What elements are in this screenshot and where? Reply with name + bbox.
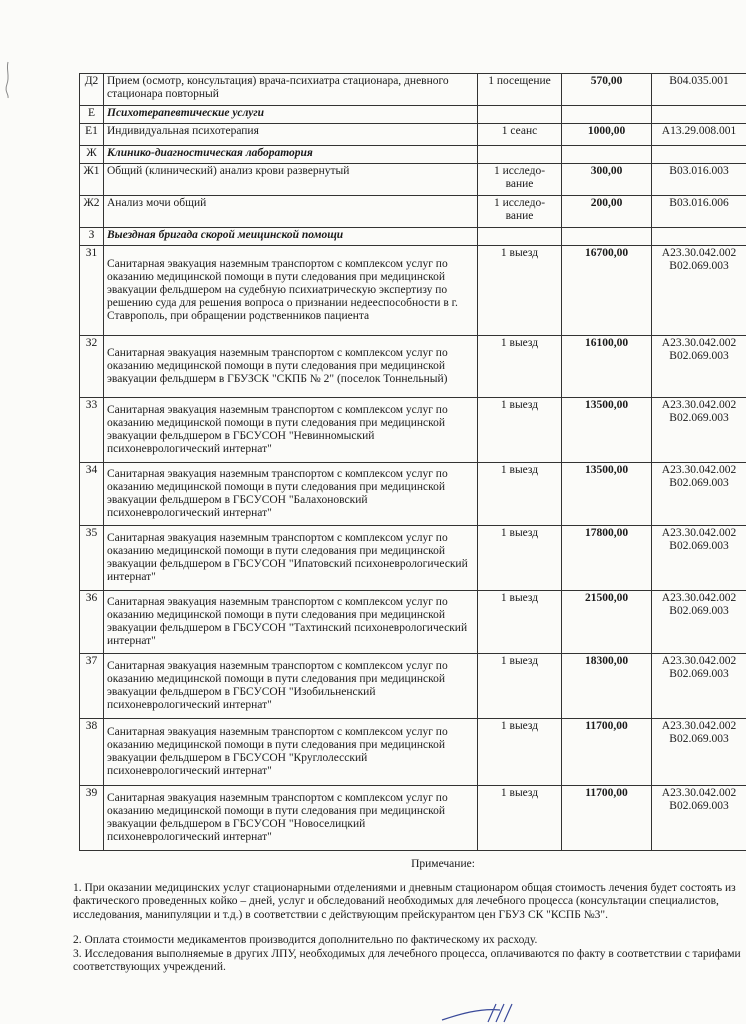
service-name	[104, 591, 478, 654]
service-unit	[478, 228, 562, 246]
service-code	[652, 196, 746, 228]
service-unit	[478, 463, 562, 526]
row-code-text: З7	[85, 655, 98, 667]
table-row	[80, 654, 746, 719]
service-unit-text: 1 сеанс	[501, 125, 538, 137]
row-code	[80, 164, 104, 196]
service-code	[652, 398, 746, 463]
notes-section	[73, 858, 743, 975]
service-code	[652, 463, 746, 526]
service-price	[562, 719, 652, 786]
service-code-text: А23.30.042.002 В02.069.003	[661, 655, 737, 680]
service-name-text: Анализ мочи общий	[107, 197, 207, 209]
service-unit-text: 1 посещение	[488, 75, 551, 87]
section-row	[80, 146, 746, 164]
service-price-text: 16700,00	[584, 247, 629, 259]
service-price	[562, 463, 652, 526]
service-price	[562, 228, 652, 246]
signature-icon	[440, 1000, 530, 1024]
service-name-text: Санитарная эвакуация наземным транспортом с комплексом услуг по оказанию медицинской помощи в пути следования при медицинской эвакуации фельдшером в ГБСУСОН "Новоселицкий психоневрологический интернат"	[107, 792, 448, 843]
row-code	[80, 526, 104, 591]
row-code	[80, 74, 104, 106]
service-code	[652, 786, 746, 851]
table-row	[80, 526, 746, 591]
service-code-text: А23.30.042.002 В02.069.003	[661, 399, 737, 424]
row-code	[80, 146, 104, 164]
service-price	[562, 526, 652, 591]
service-name	[104, 398, 478, 463]
service-unit	[478, 106, 562, 124]
service-name	[104, 164, 478, 196]
service-name-text: Психотерапевтические услуги	[107, 107, 265, 119]
service-name-text: Санитарная эвакуация наземным транспортом с комплексом услуг по оказанию медицинской помощи в пути следования при медицинской эвакуации фельдшером в ГБСУСОН "Балахоновский психоневрологический интернат"	[107, 468, 448, 519]
table-row	[80, 164, 746, 196]
service-unit-text: 1 выезд	[500, 337, 539, 349]
row-code	[80, 336, 104, 398]
service-code	[652, 106, 746, 124]
row-code	[80, 196, 104, 228]
service-name	[104, 106, 478, 124]
service-price	[562, 246, 652, 336]
service-code	[652, 719, 746, 786]
table-row	[80, 398, 746, 463]
table-row	[80, 74, 746, 106]
service-price-text: 570,00	[590, 75, 623, 87]
service-code-text: А23.30.042.002 В02.069.003	[661, 592, 737, 617]
service-unit	[478, 196, 562, 228]
table-row	[80, 246, 746, 336]
service-code-text: А23.30.042.002 В02.069.003	[661, 787, 737, 812]
service-name-text: Общий (клинический) анализ крови развернутый	[107, 165, 350, 177]
row-code	[80, 654, 104, 719]
row-code	[80, 246, 104, 336]
service-name-text: Санитарная эвакуация наземным транспортом с комплексом услуг по оказанию медицинской помощи в пути следования при медицинской эвакуации фельдшером в ГБСУСОН "Невинномыский психоневрологический интернат"	[107, 404, 448, 455]
service-price	[562, 336, 652, 398]
service-code-text: А23.30.042.002 В02.069.003	[661, 720, 737, 745]
service-name-text: Санитарная эвакуация наземным транспортом с комплексом услуг по оказанию медицинской помощи в пути следования при медицинской эвакуации фельдшером в ГБСУСОН "Тахтинский психоневрологический интернат"	[107, 596, 468, 647]
note-item: 3. Исследования выполняемые в других ЛПУ, необходимых для лечебного процесса, оплачиваются по факту в соответствии с тарифами соответствующих учреждений.	[73, 947, 741, 973]
service-code	[652, 124, 746, 146]
row-code-text: Ж	[86, 147, 97, 159]
service-name-text: Санитарная эвакуация наземным транспортом с комплексом услуг по оказанию медицинской помощи в пути следования при медицинской эвакуации фельдшером на судебную психиатрическую экспертизу по решению суда для решения вопроса о признании недееспособности в г. Ставрополь, при обращении родственников пациента	[107, 258, 458, 322]
service-name-text: Прием (осмотр, консультация) врача-психиатра стационара, дневного стационара повторный	[107, 75, 449, 100]
service-code	[652, 164, 746, 196]
service-price-text: 11700,00	[585, 720, 628, 732]
row-code	[80, 463, 104, 526]
margin-mark-icon	[2, 60, 14, 100]
service-code	[652, 591, 746, 654]
price-list-body	[80, 74, 746, 851]
service-price	[562, 591, 652, 654]
service-code	[652, 526, 746, 591]
row-code-text: З1	[85, 247, 98, 259]
service-price-text: 18300,00	[584, 655, 629, 667]
row-code-text: З5	[85, 527, 98, 539]
service-price-text: 21500,00	[584, 592, 629, 604]
note-item: 2. Оплата стоимости медикаментов производится дополнительно по фактическому их расходу.	[73, 934, 538, 946]
service-name-text: Индивидуальная психотерапия	[107, 125, 259, 137]
row-code-text: Ж2	[83, 197, 100, 209]
row-code-text: З	[88, 229, 95, 241]
row-code	[80, 786, 104, 851]
table-row	[80, 196, 746, 228]
service-code-text: В04.035.001	[669, 75, 729, 87]
service-name	[104, 246, 478, 336]
row-code-text: З6	[85, 592, 98, 604]
service-unit-text: 1 выезд	[500, 527, 539, 539]
service-name-text: Санитарная эвакуация наземным транспортом с комплексом услуг по оказанию медицинской помощи в пути следования при медицинской эвакуации фельдшером в ГБСУСОН "Изобильненский психоневрологический интернат"	[107, 660, 448, 711]
row-code-text: Д2	[84, 75, 99, 87]
service-name-text: Санитарная эвакуация наземным транспортом с комплексом услуг по оказанию медицинской помощи в пути следования при медицинской эвакуации фельдшером в ГБСУСОН "Круглолесский психоневрологический интернат"	[107, 726, 448, 777]
service-unit	[478, 246, 562, 336]
notes-title: Примечание:	[411, 858, 475, 870]
service-code-text: В03.016.003	[669, 165, 729, 177]
service-name	[104, 196, 478, 228]
service-price-text: 13500,00	[584, 464, 629, 476]
service-name	[104, 526, 478, 591]
table-row	[80, 463, 746, 526]
service-price-text: 13500,00	[584, 399, 629, 411]
service-unit-text: 1 исследо- вание	[493, 165, 546, 190]
service-price	[562, 164, 652, 196]
service-unit-text: 1 выезд	[500, 399, 539, 411]
service-price	[562, 398, 652, 463]
table-row	[80, 719, 746, 786]
service-unit	[478, 398, 562, 463]
service-unit	[478, 591, 562, 654]
service-price	[562, 786, 652, 851]
row-code-text: З9	[85, 787, 98, 799]
service-code-text: А23.30.042.002 В02.069.003	[661, 464, 737, 489]
service-code-text: В03.016.006	[669, 197, 729, 209]
service-name	[104, 463, 478, 526]
service-code	[652, 146, 746, 164]
service-name	[104, 74, 478, 106]
service-unit-text: 1 выезд	[500, 247, 539, 259]
service-unit	[478, 146, 562, 164]
service-price-text: 11700,00	[585, 787, 628, 799]
service-price-text: 17800,00	[584, 527, 629, 539]
service-code-text: А23.30.042.002 В02.069.003	[661, 337, 737, 362]
section-row	[80, 228, 746, 246]
row-code-text: Ж1	[83, 165, 100, 177]
service-unit-text: 1 выезд	[500, 592, 539, 604]
service-code	[652, 336, 746, 398]
service-name	[104, 336, 478, 398]
row-code-text: Е	[87, 107, 96, 119]
service-price-text: 16100,00	[584, 337, 629, 349]
service-name	[104, 786, 478, 851]
row-code	[80, 106, 104, 124]
service-price	[562, 124, 652, 146]
service-name	[104, 654, 478, 719]
row-code-text: З8	[85, 720, 98, 732]
table-row	[80, 336, 746, 398]
row-code-text: Е1	[85, 125, 98, 137]
service-unit	[478, 124, 562, 146]
service-code-text: А23.30.042.002 В02.069.003	[661, 247, 737, 272]
service-unit-text: 1 выезд	[500, 464, 539, 476]
service-price-text: 200,00	[590, 197, 623, 209]
service-code-text: А23.30.042.002 В02.069.003	[661, 527, 737, 552]
service-price-text: 300,00	[590, 165, 623, 177]
service-price	[562, 146, 652, 164]
service-unit-text: 1 выезд	[500, 787, 539, 799]
row-code-text: З2	[85, 337, 98, 349]
service-price-text: 1000,00	[587, 125, 626, 137]
service-price	[562, 74, 652, 106]
service-name	[104, 146, 478, 164]
service-code	[652, 228, 746, 246]
service-name	[104, 228, 478, 246]
service-name-text: Санитарная эвакуация наземным транспортом с комплексом услуг по оказанию медицинской помощи в пути следования при медицинской эвакуации фельдшерм в ГБУЗСК "СКПБ № 2" (поселок Тоннельный)	[107, 347, 448, 385]
service-unit	[478, 719, 562, 786]
row-code	[80, 124, 104, 146]
note-item: 1. При оказании медицинских услуг стационарными отделениями и дневным стационаром общая стоимость лечения будет состоять из фактического проведенных койко – дней, услуг и обследований необходимых для лечебного процесса (консультации специалистов, исследования, манипуляции и т.д.) в соответствии с действующим прейскурантом цен ГБУЗ СК "КСПБ №3".	[73, 881, 736, 921]
service-name-text: Санитарная эвакуация наземным транспортом с комплексом услуг по оказанию медицинской помощи в пути следования при медицинской эвакуации фельдшером в ГБСУСОН "Ипатовский психоневрологический интернат"	[107, 532, 468, 583]
price-list-table	[79, 73, 746, 851]
service-unit	[478, 164, 562, 196]
service-unit-text: 1 выезд	[500, 720, 539, 732]
service-code	[652, 246, 746, 336]
row-code	[80, 719, 104, 786]
table-row	[80, 591, 746, 654]
row-code	[80, 591, 104, 654]
service-unit	[478, 654, 562, 719]
service-name-text: Клинико-диагностическая лаборатория	[107, 147, 313, 159]
row-code-text: З3	[85, 399, 98, 411]
table-row	[80, 124, 746, 146]
service-unit	[478, 786, 562, 851]
table-row	[80, 786, 746, 851]
service-price	[562, 654, 652, 719]
service-unit	[478, 526, 562, 591]
service-price	[562, 106, 652, 124]
service-unit-text: 1 исследо- вание	[493, 197, 546, 222]
service-name	[104, 719, 478, 786]
row-code	[80, 398, 104, 463]
section-row	[80, 106, 746, 124]
service-code	[652, 74, 746, 106]
service-unit-text: 1 выезд	[500, 655, 539, 667]
row-code-text: З4	[85, 464, 98, 476]
row-code	[80, 228, 104, 246]
service-name-text: Выездная бригада скорой меицинской помощи	[107, 229, 344, 241]
service-unit	[478, 336, 562, 398]
service-price	[562, 196, 652, 228]
service-code	[652, 654, 746, 719]
service-code-text: А13.29.008.001	[661, 125, 737, 137]
service-name	[104, 124, 478, 146]
service-unit	[478, 74, 562, 106]
